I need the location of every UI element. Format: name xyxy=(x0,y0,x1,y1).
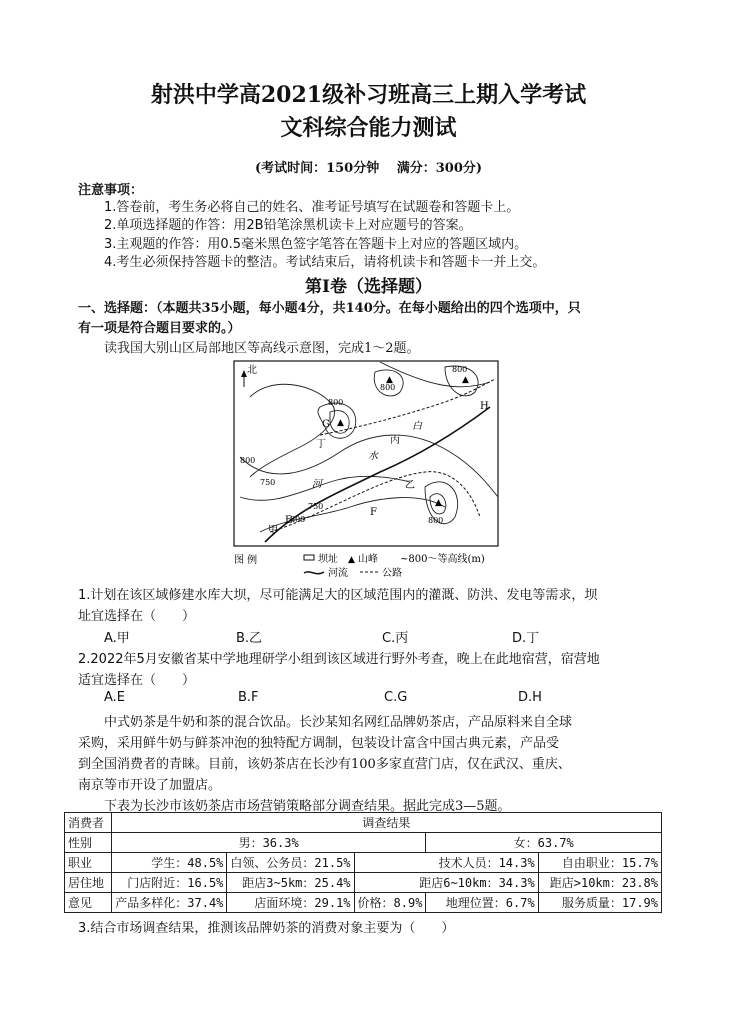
q1-option: A.甲 xyxy=(104,631,130,646)
svg-text:▲: ▲ xyxy=(435,498,442,508)
table-cell: 自由职业：15.7% xyxy=(538,853,661,873)
table-cell: 地理位置：6.7% xyxy=(426,893,538,913)
q2-stem: 2.2022年5月安徽省某中学地理研学小组到该区域进行野外考查，晚上在此地宿营，宿营地 xyxy=(78,652,600,667)
svg-text:750: 750 xyxy=(308,502,324,511)
table-cell: 距店3~5km：25.4% xyxy=(227,873,354,893)
legend-contour: ~800～等高线(m) xyxy=(400,554,485,565)
q2-option: C.G xyxy=(384,690,408,705)
point-h: H xyxy=(480,401,489,412)
table-cell: 产品多样化：37.4% xyxy=(111,893,227,913)
svg-text:白: 白 xyxy=(412,421,422,432)
exam-title: 射洪中学高2021级补习班高三上期入学考试 xyxy=(150,82,587,108)
point-g: G xyxy=(322,419,330,430)
svg-text:▲: ▲ xyxy=(348,555,355,565)
table-cell: 店面环境：29.1% xyxy=(227,893,354,913)
place-ding: 丁 xyxy=(316,439,326,450)
svg-text:750: 750 xyxy=(260,478,276,487)
row-label: 职业 xyxy=(65,853,112,873)
svg-text:800: 800 xyxy=(452,365,468,374)
place-yi: 乙 xyxy=(405,480,415,491)
table-cell: 女：63.7% xyxy=(426,833,662,853)
row-label: 性别 xyxy=(65,833,112,853)
legend-river: 河流 xyxy=(328,568,348,577)
note-item: 3.主观题的作答：用0.5毫米黑色签字笔答在答题卡上对应的答题区域内。 xyxy=(104,237,528,252)
q1-option: D.丁 xyxy=(512,631,540,646)
svg-text:▲: ▲ xyxy=(337,418,344,428)
point-e: E xyxy=(285,515,293,526)
table-cell: 距店6~10km：34.3% xyxy=(354,873,538,893)
survey-table xyxy=(64,812,662,913)
contour-map xyxy=(230,357,502,577)
q2-option: A.E xyxy=(104,690,126,705)
table-cell: 学生：48.5% xyxy=(111,853,227,873)
section-instruction: 一、选择题：（本题共35小题，每小题4分，共140分。在每小题给出的四个选项中，只 xyxy=(78,301,581,316)
note-item: 2.单项选择题的作答：用2B铅笔涂黑机读卡上对应题号的答案。 xyxy=(104,218,472,233)
q1-stem: 址宜选择在（ ） xyxy=(78,609,196,624)
svg-text:800: 800 xyxy=(380,383,396,392)
q2-option: B.F xyxy=(238,690,259,705)
table-cell: 技术人员：14.3% xyxy=(354,853,538,873)
passage-line: 到全国消费者的青睐。目前，该奶茶店在长沙有100多家直营门店，仅在武汉、重庆、 xyxy=(78,757,571,772)
legend-peak: 山峰 xyxy=(358,554,378,565)
point-f: F xyxy=(370,507,377,518)
svg-text:800: 800 xyxy=(290,515,306,524)
place-bing: 丙 xyxy=(390,435,400,446)
exam-subtitle: 文科综合能力测试 xyxy=(280,115,457,141)
passage-line: 南京等市开设了加盟店。 xyxy=(78,778,222,793)
svg-text:▲: ▲ xyxy=(386,375,393,385)
q2-option: D.H xyxy=(518,690,542,705)
table-cell: 白领、公务员：21.5% xyxy=(227,853,354,873)
legend-title: 图 例 xyxy=(234,555,258,566)
section-title: 第Ⅰ卷（选择题） xyxy=(305,277,432,297)
place-jia: 甲 xyxy=(268,525,278,536)
q2-stem: 适宜选择在（ ） xyxy=(78,673,196,688)
svg-text:河: 河 xyxy=(312,479,322,490)
q1-option: C.丙 xyxy=(382,631,409,646)
table-cell: 服务质量：17.9% xyxy=(538,893,661,913)
svg-text:800: 800 xyxy=(328,398,344,407)
row-label: 居住地 xyxy=(65,873,112,893)
q1-stem: 1.计划在该区域修建水库大坝，尽可能满足大的区域范围内的灌溉、防洪、发电等需求，坝 xyxy=(78,588,598,603)
passage-line: 中式奶茶是牛奶和茶的混合饮品。长沙某知名网红品牌奶茶店，产品原料来自全球 xyxy=(104,715,573,730)
table-cell: 价格：8.9% xyxy=(354,893,426,913)
table-header: 调查结果 xyxy=(111,813,661,833)
table-cell: 门店附近：16.5% xyxy=(111,873,227,893)
notes-heading: 注意事项： xyxy=(78,183,144,198)
q3-stem: 3.结合市场调查结果，推测该品牌奶茶的消费对象主要为（ ） xyxy=(78,921,455,936)
svg-text:800: 800 xyxy=(240,456,256,465)
q1-option: B.乙 xyxy=(236,631,263,646)
passage-line: 采购，采用鲜牛奶与鲜茶冲泡的独特配方调制，包装设计富含中国古典元素，产品受 xyxy=(78,736,560,751)
note-item: 1.答卷前，考生务必将自己的姓名、准考证号填写在试题卷和答题卡上。 xyxy=(104,200,520,215)
svg-text:▲: ▲ xyxy=(462,375,469,385)
table-header: 消费者 xyxy=(65,813,112,833)
map-intro: 读我国大别山区局部地区等高线示意图，完成1～2题。 xyxy=(104,341,420,356)
north-label: 北 xyxy=(247,365,257,376)
table-cell: 男：36.3% xyxy=(111,833,426,853)
row-label: 意见 xyxy=(65,893,112,913)
passage-line: 下表为长沙市该奶茶店市场营销策略部分调查结果。据此完成3—5题。 xyxy=(104,799,511,814)
legend-dam: 坝址 xyxy=(318,554,338,565)
table-cell: 距店>10km：23.8% xyxy=(538,873,661,893)
section-instruction: 有一项是符合题目要求的。） xyxy=(78,321,241,336)
note-item: 4.考生必须保持答题卡的整洁。考试结束后，请将机读卡和答题卡一并上交。 xyxy=(104,255,546,270)
exam-info: (考试时间：150分钟 满分：300分) xyxy=(254,161,483,176)
legend-road: 公路 xyxy=(382,568,402,577)
svg-text:水: 水 xyxy=(368,451,378,462)
svg-text:800: 800 xyxy=(428,516,444,525)
